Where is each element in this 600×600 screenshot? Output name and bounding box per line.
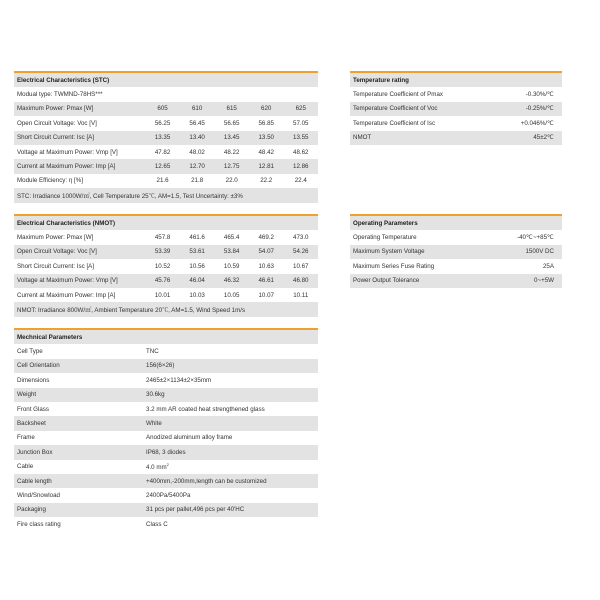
stc-row-value: 13.50 bbox=[258, 134, 274, 142]
operating-row bbox=[350, 245, 562, 259]
nmot-row-value: 10.01 bbox=[154, 291, 171, 299]
stc-row bbox=[14, 159, 318, 173]
operating-row-label: Maximum System Voltage bbox=[353, 248, 425, 256]
mechanical-row bbox=[14, 445, 318, 459]
stc-row-value: 13.45 bbox=[223, 134, 240, 142]
temperature-row bbox=[350, 116, 562, 130]
stc-row-value: 22.0 bbox=[225, 177, 238, 185]
temperature-row-value bbox=[482, 105, 562, 112]
stc-row-value: 610 bbox=[191, 105, 203, 113]
stc-note-row bbox=[14, 188, 318, 202]
nmot-row-value: 45.76 bbox=[154, 277, 171, 285]
stc-row-label: Module Efficiency: η [%] bbox=[17, 177, 83, 185]
mechanical-row-value-text: 2400Pa/5400Pa bbox=[146, 491, 191, 499]
stc-note: STC: Irradiance 1000W/㎡, Cell Temperature 25℃, AM=1.5, Test Uncertainty: ±3% bbox=[17, 192, 243, 200]
temperature-row bbox=[350, 131, 562, 145]
nmot-row-value: 10.05 bbox=[223, 291, 240, 299]
nmot-row-value: 461.6 bbox=[189, 234, 205, 242]
mechanical-title-row bbox=[14, 330, 318, 344]
stc-row-value: 12.75 bbox=[223, 163, 240, 171]
mechanical-row-value-text: 2465±2×1134±2×35mm bbox=[146, 376, 212, 384]
stc-row-value: 56.45 bbox=[189, 119, 205, 127]
mechanical-row-value bbox=[143, 462, 318, 471]
nmot-row bbox=[14, 230, 318, 244]
stc-row-value: 57.05 bbox=[293, 119, 309, 127]
mechanical-row bbox=[14, 517, 318, 531]
stc-row-value: 12.86 bbox=[293, 163, 309, 171]
mechanical-row-label: Fire class rating bbox=[17, 520, 61, 528]
mechanical-row-value-text: Class C bbox=[146, 520, 168, 528]
mechanical-row-value-text: 30.6kg bbox=[146, 391, 165, 399]
stc-table bbox=[14, 71, 318, 203]
stc-row-value: 56.65 bbox=[223, 119, 240, 127]
operating-row-label: Maximum Series Fuse Rating bbox=[353, 262, 435, 270]
mechanical-row bbox=[14, 402, 318, 416]
operating-row-value-text: 1500V DC bbox=[525, 248, 554, 256]
temperature-row-label: Temperature Coefficient of Voc bbox=[353, 105, 438, 113]
stc-row bbox=[14, 131, 318, 145]
nmot-row bbox=[14, 259, 318, 273]
operating-table bbox=[350, 214, 562, 288]
nmot-row-value: 473.0 bbox=[293, 234, 309, 242]
temperature-title-row bbox=[350, 73, 562, 87]
mechanical-row bbox=[14, 431, 318, 445]
mechanical-row-label: Cell Orientation bbox=[17, 362, 60, 370]
nmot-row-value: 10.07 bbox=[258, 291, 274, 299]
mechanical-row-value-text: Anodized aluminum alloy frame bbox=[146, 434, 233, 442]
stc-row-value: 625 bbox=[295, 105, 306, 113]
nmot-note-row bbox=[14, 302, 318, 316]
mechanical-row-value bbox=[143, 434, 318, 441]
temperature-row-label: Temperature Coefficient of Pmax bbox=[353, 91, 443, 99]
mechanical-row-value bbox=[143, 362, 318, 369]
nmot-row bbox=[14, 274, 318, 288]
operating-row bbox=[350, 259, 562, 273]
nmot-row-value: 10.56 bbox=[189, 262, 205, 270]
operating-row bbox=[350, 274, 562, 288]
stc-row-value: 13.35 bbox=[154, 134, 171, 142]
mechanical-row-value-text: 4.0 mm bbox=[146, 464, 167, 472]
stc-row-value: 605 bbox=[157, 105, 168, 113]
temperature-row-value-text: -0.30%/℃ bbox=[525, 91, 554, 99]
stc-row-value: 22.2 bbox=[260, 177, 273, 185]
stc-row-value: 47.82 bbox=[154, 148, 171, 156]
nmot-row-label: Short Circuit Current: Isc [A] bbox=[17, 262, 95, 270]
stc-row-label: Current at Maximum Power: Imp [A] bbox=[17, 163, 116, 171]
temperature-row-value bbox=[482, 134, 562, 141]
nmot-row-value: 10.63 bbox=[258, 262, 274, 270]
mechanical-row-value-text: +400mm,-200mm,length can be customized bbox=[146, 477, 267, 485]
stc-title: Electrical Characteristics (STC) bbox=[17, 76, 110, 84]
mechanical-row-value bbox=[143, 492, 318, 499]
nmot-row-value: 46.80 bbox=[293, 277, 309, 285]
mechanical-row-value bbox=[143, 348, 318, 355]
stc-row-label: Maximum Power: Pmax [W] bbox=[17, 105, 94, 113]
mechanical-row-value-text: White bbox=[146, 420, 162, 428]
temperature-row-value bbox=[482, 91, 562, 98]
stc-row bbox=[14, 174, 318, 188]
temperature-row bbox=[350, 87, 562, 101]
temperature-row-value bbox=[482, 120, 562, 127]
stc-row-label: Open Circuit Voltage: Voc [V] bbox=[17, 119, 97, 127]
nmot-row-value: 10.03 bbox=[189, 291, 205, 299]
nmot-row bbox=[14, 288, 318, 302]
nmot-row-value: 10.52 bbox=[154, 262, 171, 270]
mechanical-row-value bbox=[143, 420, 318, 427]
mechanical-row-value-text: 3.2 mm AR coated heat strengthened glass bbox=[146, 405, 265, 413]
mechanical-row-label: Junction Box bbox=[17, 448, 53, 456]
operating-row-value bbox=[482, 277, 562, 284]
stc-row-label: Short Circuit Current: Isc [A] bbox=[17, 134, 95, 142]
mechanical-row bbox=[14, 344, 318, 358]
nmot-note: NMOT: Irradiance 800W/㎡, Ambient Temperature 20℃, AM=1.5, Wind Speed 1m/s bbox=[17, 307, 246, 315]
mechanical-row-label: Cable bbox=[17, 463, 34, 471]
mechanical-row bbox=[14, 460, 318, 474]
nmot-row-label: Current at Maximum Power: Imp [A] bbox=[17, 291, 116, 299]
stc-module-type-row bbox=[14, 87, 318, 101]
mechanical-row bbox=[14, 474, 318, 488]
mechanical-title: Mechnical Parameters bbox=[17, 333, 83, 341]
mechanical-row-label: Front Glass bbox=[17, 405, 49, 413]
stc-row-value: 13.40 bbox=[189, 134, 205, 142]
stc-row-value: 12.81 bbox=[258, 163, 274, 171]
temperature-row-value-text: -0.25%/℃ bbox=[525, 105, 554, 113]
nmot-row bbox=[14, 245, 318, 259]
operating-row-value-text: -40℃~+85℃ bbox=[517, 234, 554, 242]
nmot-row-value: 54.26 bbox=[293, 248, 309, 256]
operating-row-value bbox=[482, 234, 562, 241]
mechanical-row-label: Weight bbox=[17, 391, 37, 399]
mechanical-row-value bbox=[143, 478, 318, 485]
mechanical-row-value-text: 156(6×26) bbox=[146, 362, 175, 370]
nmot-row-value: 465.4 bbox=[223, 234, 240, 242]
stc-row-value: 620 bbox=[261, 105, 272, 113]
mechanical-row-value bbox=[143, 449, 318, 456]
mechanical-row-value bbox=[143, 406, 318, 413]
stc-title-row bbox=[14, 73, 318, 87]
mechanical-row-label: Dimensions bbox=[17, 376, 50, 384]
mechanical-row bbox=[14, 503, 318, 517]
stc-row-value: 56.25 bbox=[154, 119, 171, 127]
mechanical-row-value bbox=[143, 391, 318, 398]
temperature-title: Temperature rating bbox=[353, 76, 409, 84]
mechanical-row-value bbox=[143, 506, 318, 513]
temperature-row bbox=[350, 102, 562, 116]
nmot-row-value: 46.61 bbox=[258, 277, 274, 285]
mechanical-row-value bbox=[143, 521, 318, 528]
mechanical-row-value-text: 31 pcs per pallet,496 pcs per 40'HC bbox=[146, 506, 245, 514]
mechanical-table bbox=[14, 328, 318, 531]
operating-row-value-text: 0~+5W bbox=[534, 277, 554, 285]
mechanical-row-label: Packaging bbox=[17, 506, 46, 514]
stc-row-value: 13.55 bbox=[293, 134, 309, 142]
stc-row-value: 56.85 bbox=[258, 119, 274, 127]
nmot-row-value: 53.84 bbox=[223, 248, 240, 256]
temperature-row-value-text: +0.046%/℃ bbox=[520, 119, 554, 127]
stc-row bbox=[14, 102, 318, 116]
stc-row-value: 21.6 bbox=[156, 177, 169, 185]
stc-row-value: 12.70 bbox=[189, 163, 205, 171]
operating-row-label: Operating Temperature bbox=[353, 234, 417, 242]
nmot-row-value: 10.11 bbox=[293, 291, 309, 299]
stc-row-value: 48.22 bbox=[223, 148, 240, 156]
nmot-row-value: 469.2 bbox=[258, 234, 274, 242]
stc-row-value: 615 bbox=[226, 105, 237, 113]
stc-row-value: 22.4 bbox=[294, 177, 307, 185]
nmot-row-value: 10.59 bbox=[223, 262, 240, 270]
nmot-row-value: 53.61 bbox=[189, 248, 205, 256]
stc-module-type: Modual type: TWMND-78HS*** bbox=[17, 91, 103, 99]
operating-row-value bbox=[482, 248, 562, 255]
mechanical-row-label: Frame bbox=[17, 434, 35, 442]
temperature-row-label: Temperature Coefficient of Isc bbox=[353, 119, 436, 127]
operating-row-label: Power Output Tolerance bbox=[353, 277, 420, 285]
mechanical-row-value bbox=[143, 377, 318, 384]
mechanical-row-value-text: TNC bbox=[146, 348, 159, 356]
nmot-row-label: Open Circuit Voltage: Voc [V] bbox=[17, 248, 97, 256]
stc-row-value: 48.02 bbox=[189, 148, 205, 156]
mechanical-row-value-text: IP68, 3 diodes bbox=[146, 448, 186, 456]
stc-row bbox=[14, 116, 318, 130]
nmot-row-value: 46.32 bbox=[223, 277, 240, 285]
temperature-table bbox=[350, 71, 562, 145]
nmot-row-value: 10.67 bbox=[293, 262, 309, 270]
nmot-table bbox=[14, 214, 318, 317]
stc-row-value: 21.8 bbox=[191, 177, 204, 185]
mechanical-row bbox=[14, 416, 318, 430]
nmot-row-value: 457.8 bbox=[154, 234, 171, 242]
stc-row-value: 12.65 bbox=[154, 163, 171, 171]
stc-row-value: 48.62 bbox=[293, 148, 309, 156]
mechanical-row bbox=[14, 488, 318, 502]
nmot-row-label: Maximum Power: Pmax [W] bbox=[17, 234, 94, 242]
operating-title-row bbox=[350, 216, 562, 230]
mechanical-row bbox=[14, 373, 318, 387]
stc-row-value: 48.42 bbox=[258, 148, 274, 156]
mechanical-row-label: Backsheet bbox=[17, 420, 46, 428]
operating-row-value-text: 25A bbox=[542, 262, 554, 270]
nmot-row-value: 53.39 bbox=[154, 248, 171, 256]
mechanical-row bbox=[14, 359, 318, 373]
mechanical-row-value-sup: 2 bbox=[166, 462, 169, 468]
temperature-row-value-text: 45±2℃ bbox=[533, 134, 554, 142]
stc-row bbox=[14, 145, 318, 159]
mechanical-row bbox=[14, 388, 318, 402]
mechanical-row-label: Wind/Snowload bbox=[17, 491, 60, 499]
nmot-title-row bbox=[14, 216, 318, 230]
nmot-title: Electrical Characteristics (NMOT) bbox=[17, 219, 116, 227]
operating-row-value bbox=[482, 263, 562, 270]
operating-row bbox=[350, 230, 562, 244]
operating-title: Operating Parameters bbox=[353, 219, 418, 227]
mechanical-row-label: Cell Type bbox=[17, 348, 43, 356]
nmot-row-label: Voltage at Maximum Power: Vmp [V] bbox=[17, 277, 118, 285]
stc-row-label: Voltage at Maximum Power: Vmp [V] bbox=[17, 148, 118, 156]
nmot-row-value: 46.04 bbox=[189, 277, 205, 285]
nmot-row-value: 54.07 bbox=[258, 248, 274, 256]
mechanical-row-label: Cable length bbox=[17, 477, 52, 485]
temperature-row-label: NMOT bbox=[353, 134, 372, 142]
